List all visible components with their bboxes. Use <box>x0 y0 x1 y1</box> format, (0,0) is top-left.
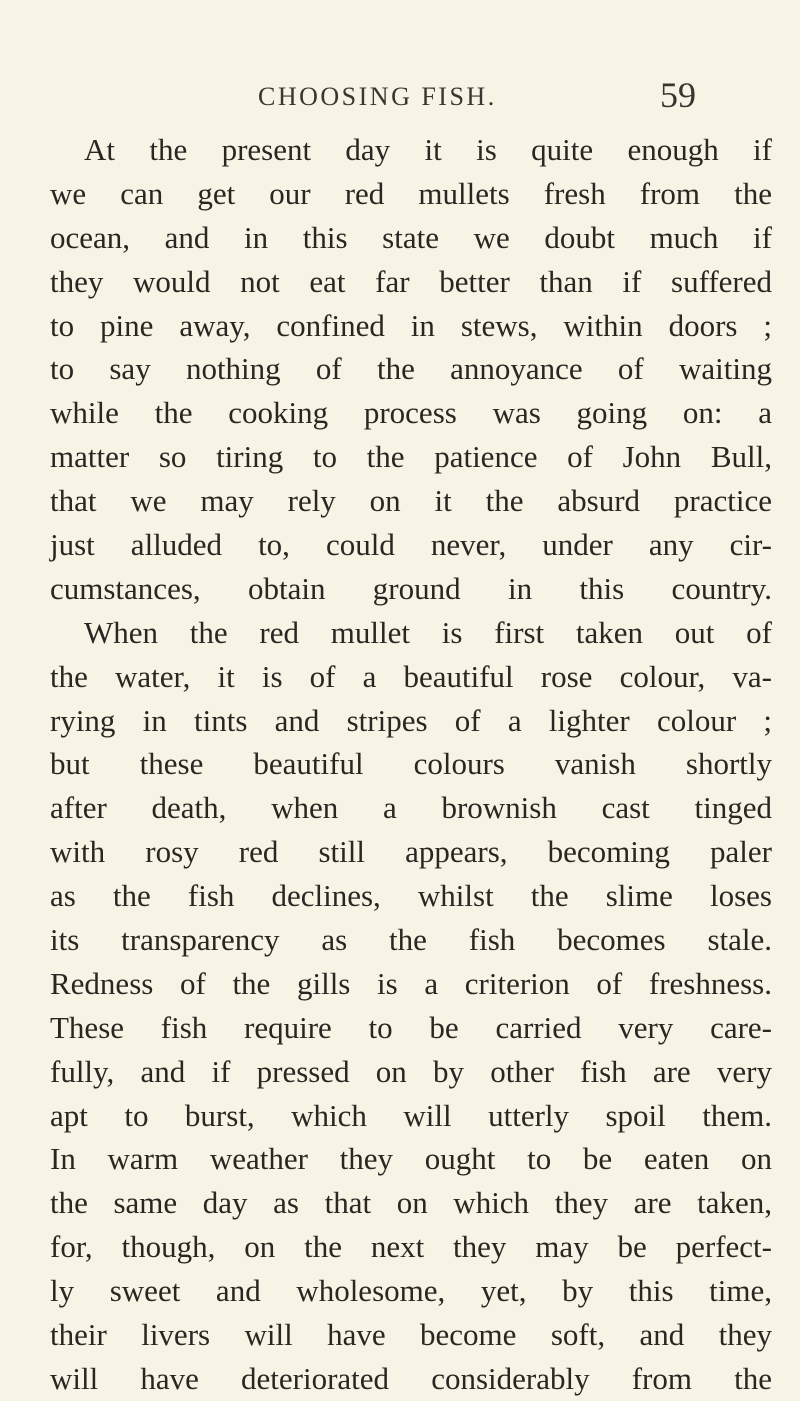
text-line: as the fish declines, whilst the slime loses <box>50 878 772 914</box>
text-line: but these beautiful colours vanish shortly <box>50 746 772 782</box>
text-line: In warm weather they ought to be eaten on <box>50 1141 772 1177</box>
text-line: apt to burst, which will utterly spoil them. <box>50 1097 772 1133</box>
text-line: the water, it is of a beautiful rose colour, va- <box>50 658 772 694</box>
text-line: their livers will have become soft, and they <box>50 1317 772 1353</box>
page-number: 59 <box>660 75 696 115</box>
page-header <box>0 62 800 115</box>
text-line: to pine away, confined in stews, within doors ; <box>50 307 772 343</box>
text-line: they would not eat far better than if suffered <box>50 263 772 299</box>
running-title: CHOOSING FISH. <box>258 82 497 111</box>
text-line: ly sweet and wholesome, yet, by this time, <box>50 1273 772 1309</box>
text-line: after death, when a brownish cast tinged <box>50 790 772 826</box>
text-line: These fish require to be carried very care- <box>50 1009 772 1045</box>
text-line: fully, and if pressed on by other fish are very <box>50 1053 772 1089</box>
text-line: the same day as that on which they are taken, <box>50 1185 772 1221</box>
text-line: that we may rely on it the absurd practice <box>50 483 772 519</box>
text-line: for, though, on the next they may be perfect- <box>50 1229 772 1265</box>
text-line: ocean, and in this state we doubt much if <box>50 219 772 255</box>
text-line: will have deteriorated considerably from the <box>50 1360 772 1396</box>
text-line: its transparency as the fish becomes stale. <box>50 922 772 958</box>
text-line: cumstances, obtain ground in this country. <box>50 570 772 606</box>
body-text <box>50 128 772 1401</box>
text-line: to say nothing of the annoyance of waiting <box>50 351 772 387</box>
text-line: we can get our red mullets fresh from the <box>50 175 772 211</box>
text-line: matter so tiring to the patience of John Bull, <box>50 439 772 475</box>
text-line: When the red mullet is first taken out of <box>84 614 772 650</box>
text-line: just alluded to, could never, under any cir- <box>50 527 772 563</box>
text-line: rying in tints and stripes of a lighter colour ; <box>50 702 772 738</box>
text-line: while the cooking process was going on: a <box>50 395 772 431</box>
text-line: Redness of the gills is a criterion of freshness. <box>50 965 772 1001</box>
text-line: At the present day it is quite enough if <box>84 132 772 167</box>
text-line: with rosy red still appears, becoming paler <box>50 834 772 870</box>
